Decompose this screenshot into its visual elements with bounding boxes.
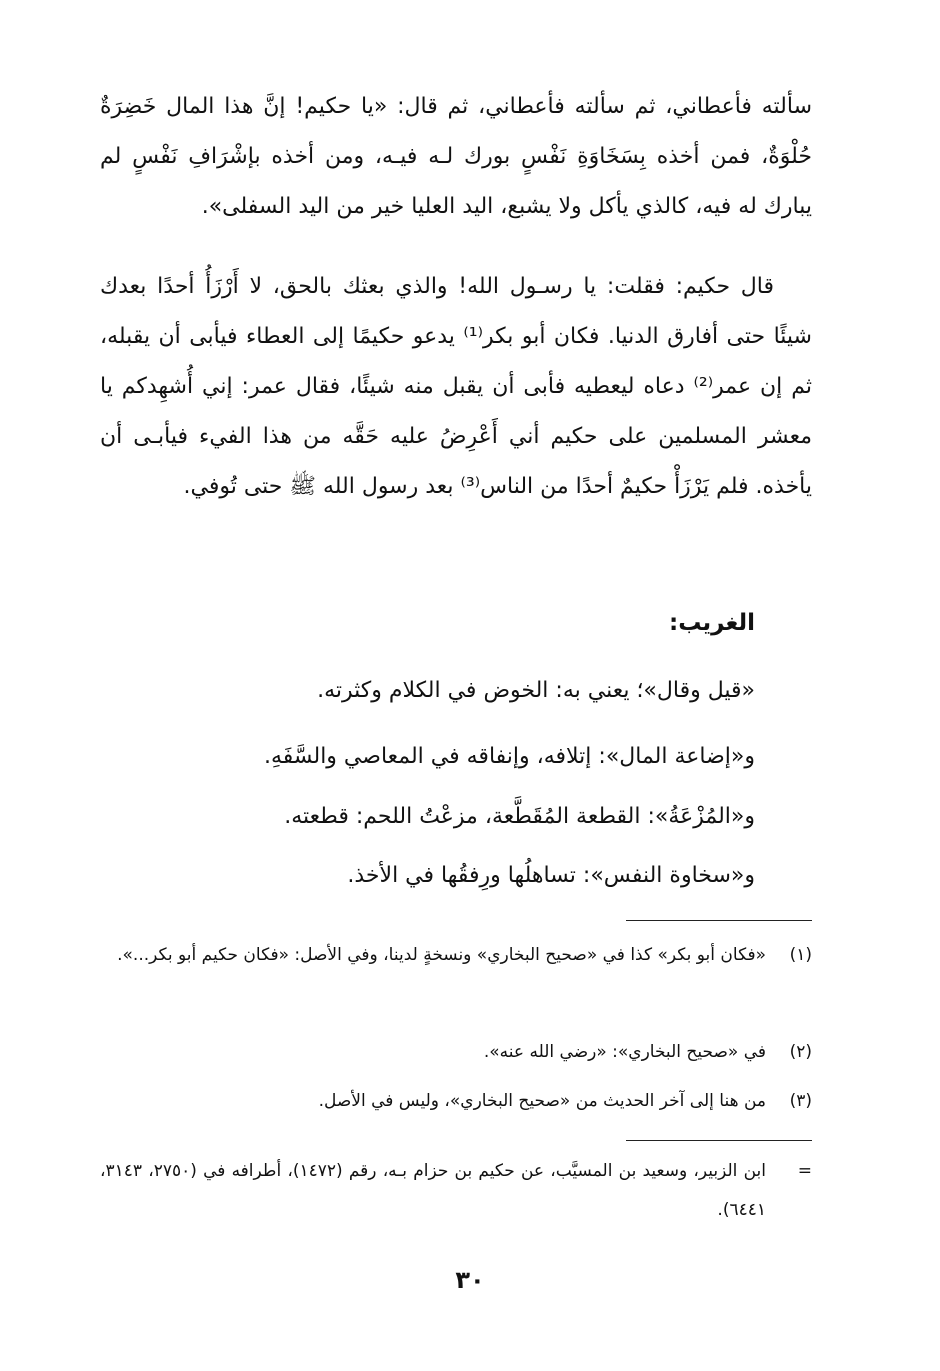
footnote-3 <box>100 1082 812 1121</box>
page-number: ٣٠ <box>455 1266 485 1294</box>
footnote-2 <box>100 1033 812 1072</box>
footnote-number: (٣) <box>789 1091 812 1111</box>
main-text-block <box>100 82 812 232</box>
continuation-note <box>100 1152 812 1230</box>
glossary-item: و«إضاعة المال»: إتلافه، وإنفاقه في المعاصي والسَّفَهِ. <box>263 744 755 769</box>
glossary-item: و«المُزْعَةُ»: القطعة المُقَطَّعة، مزعْتُ اللحم: قطعته. <box>284 804 755 829</box>
glossary-item: «قيل وقال»؛ يعني به: الخوض في الكلام وكثرته. <box>317 678 755 703</box>
continuation-separator <box>626 1140 812 1141</box>
footnote-separator <box>626 920 812 921</box>
hadith-paragraph-1: سألته فأعطاني، ثم سألته فأعطاني، ثم قال: «يا حكيم! إنَّ هذا المال خَضِرَةٌ حُلْوَةٌ، فمن أخذه بِسَخَاوَةِ نَفْسٍ بورك لـه فيـه، ومن أخذه بإشْرَافِ نَفْسٍ لم يبارك له فيه، كالذي يأكل ولا يشبع، اليد العليا خير من اليد السفلى». <box>100 94 812 219</box>
glossary-item: و«سخاوة النفس»: تساهلُها ورِفقُها في الأخذ. <box>347 863 755 888</box>
hadith-paragraph-2: قال حكيم: فقلت: يا رسـول الله! والذي بعثك بالحق، لا أَرْزَأُ أحدًا بعدك شيئًا حتى أفارق الدنيا. فكان أبو بكر⁽¹⁾ يدعو حكيمًا إلى العطاء فيأبى أن يقبله، ثم إن عمر⁽²⁾ دعاه ليعطيه فأبى أن يقبل منه شيئًا، فقال عمر: إني أُشهِدكم يا معشر المسلمين على حكيم أني أَعْرِضُ عليه حَقَّه من هذا الفيء فيأبـى أن يأخذه. فلم يَرْزَأْ حكيمٌ أحدًا من الناس⁽³⁾ بعد رسول الله ﷺ حتى تُوفي. <box>100 274 812 499</box>
footnote-number: (١) <box>789 945 812 965</box>
footnote-text: من هنا إلى آخر الحديث من «صحيح البخاري»، وليس في الأصل. <box>318 1091 766 1111</box>
footnote-text: «فكان أبو بكر» كذا في «صحيح البخاري» ونسخةٍ لدينا، وفي الأصل: «فكان حكيم أبو بكر...». <box>117 945 766 965</box>
continuation-text: ابن الزبير، وسعيد بن المسيَّب، عن حكيم بن حزام بـه، رقم (١٤٧٢)، أطرافه في (٢٧٥٠، ٣١٤٣، ٦٤٤١). <box>100 1161 766 1220</box>
footnote-text: في «صحيح البخاري»: «رضي الله عنه». <box>483 1042 766 1062</box>
footnote-1 <box>100 936 812 975</box>
continuation-marker: = <box>797 1161 812 1181</box>
footnote-number: (٢) <box>789 1042 812 1062</box>
main-text-block-2 <box>100 262 812 512</box>
glossary-heading: الغريب: <box>669 610 755 636</box>
